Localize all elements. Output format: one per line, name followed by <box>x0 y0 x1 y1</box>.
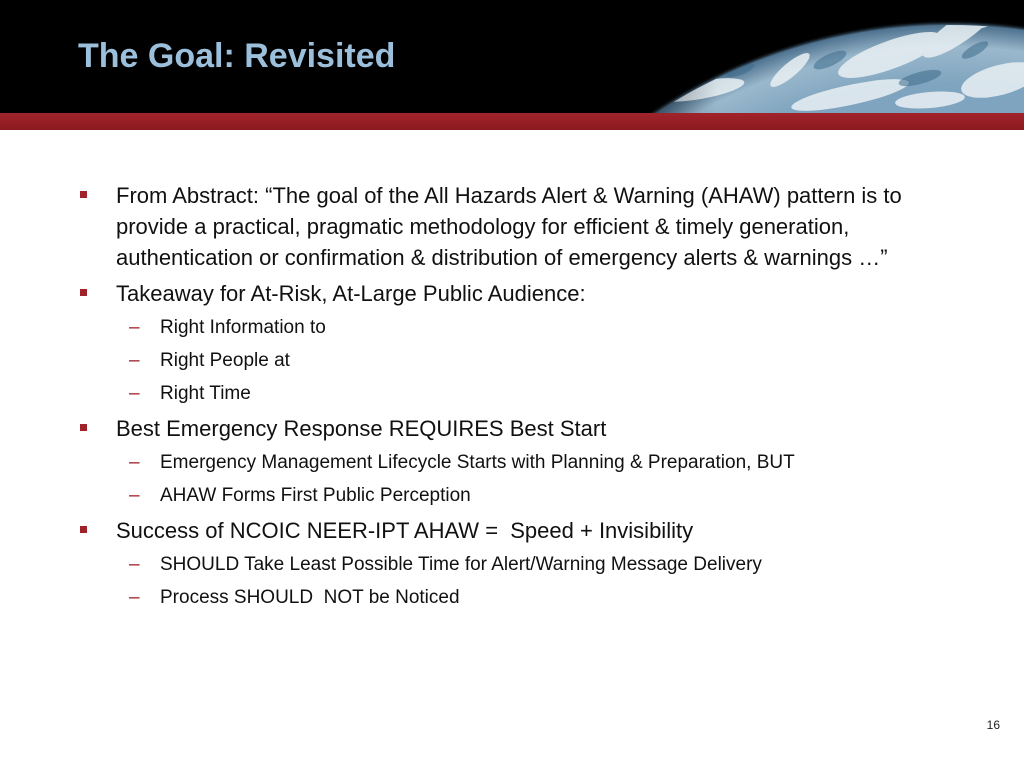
sub-bullet-text: AHAW Forms First Public Perception <box>160 485 471 506</box>
header-banner <box>0 0 1024 113</box>
sub-bullet-item <box>129 449 940 477</box>
dash-bullet-icon: – <box>129 350 140 371</box>
square-bullet-icon <box>80 526 87 533</box>
square-bullet-icon <box>80 289 87 296</box>
header-divider-bar <box>0 113 1024 130</box>
bullet-item <box>116 515 916 546</box>
square-bullet-icon <box>80 424 87 431</box>
bullet-item <box>116 180 916 273</box>
bullet-item <box>116 278 916 309</box>
sub-bullet-text: Emergency Management Lifecycle Starts with Planning & Preparation, BUT <box>160 452 795 473</box>
sub-bullet-item <box>129 380 940 408</box>
sub-bullet-text: Right Time <box>160 383 251 404</box>
sub-bullet-item <box>129 551 940 579</box>
sub-bullet-item <box>129 314 940 342</box>
sub-bullet-item <box>129 482 940 510</box>
page-number: 16 <box>986 718 1000 732</box>
sub-bullet-text: Right Information to <box>160 317 326 338</box>
bullet-item <box>116 413 916 444</box>
bullet-text: Takeaway for At-Risk, At-Large Public Audience: <box>116 281 586 306</box>
dash-bullet-icon: – <box>129 452 140 473</box>
bullet-list <box>0 180 1024 617</box>
sub-bullet-text: Process SHOULD NOT be Noticed <box>160 587 460 608</box>
dash-bullet-icon: – <box>129 554 140 575</box>
bullet-text: Best Emergency Response REQUIRES Best Start <box>116 416 607 441</box>
sub-bullet-text: SHOULD Take Least Possible Time for Alert/Warning Message Delivery <box>160 554 762 575</box>
dash-bullet-icon: – <box>129 383 140 404</box>
dash-bullet-icon: – <box>129 317 140 338</box>
bullet-text: Success of NCOIC NEER-IPT AHAW = Speed + Invisibility <box>116 518 694 543</box>
bullet-text: From Abstract: “The goal of the All Hazards Alert & Warning (AHAW) pattern is to provide a practical, pragmatic methodology for efficient & timely generation, authentication or confirmation & distribution of emergency alerts & warnings …” <box>116 183 902 270</box>
sub-bullet-item <box>129 347 940 375</box>
slide-title: The Goal: Revisited <box>78 37 396 75</box>
dash-bullet-icon: – <box>129 587 140 608</box>
square-bullet-icon <box>80 191 87 198</box>
dash-bullet-icon: – <box>129 485 140 506</box>
sub-bullet-text: Right People at <box>160 350 290 371</box>
sub-bullet-item <box>129 584 940 612</box>
